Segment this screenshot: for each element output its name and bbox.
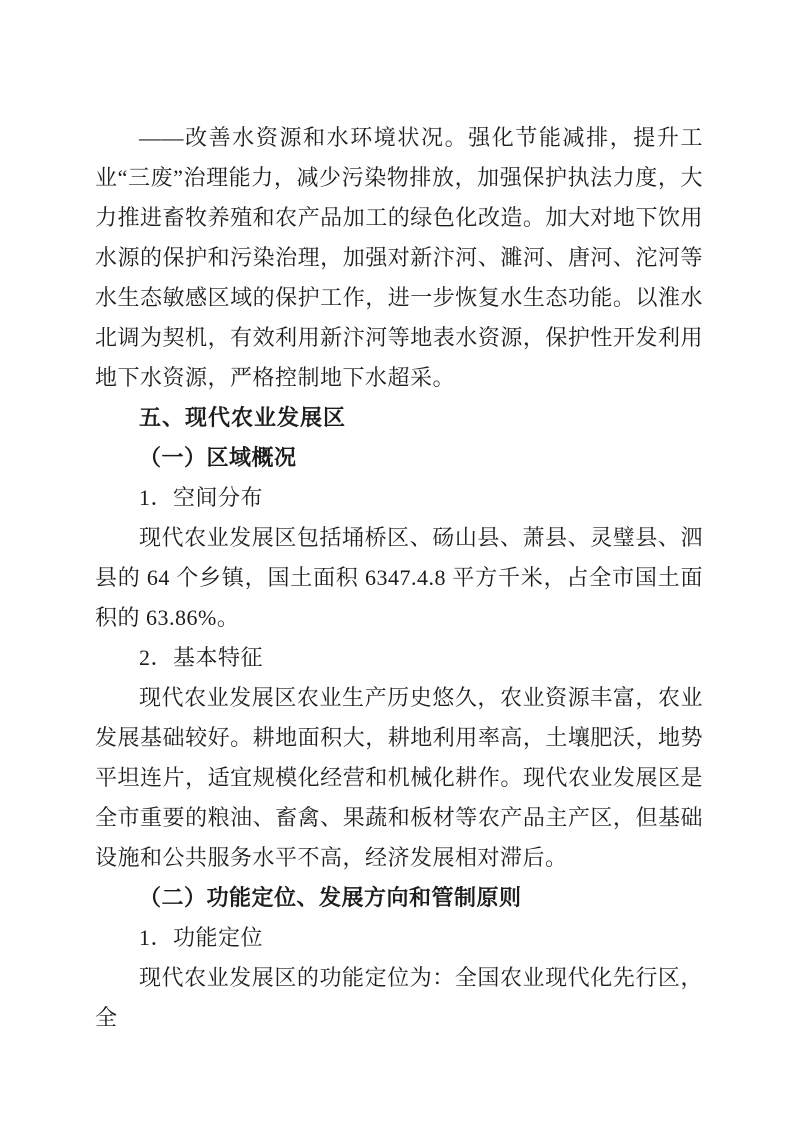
document-text-block bbox=[95, 118, 703, 1038]
heading-sub-one-region-overview: （一）区域概况 bbox=[139, 445, 297, 470]
paragraph-spatial-distribution: 现代农业发展区包括埇桥区、砀山县、萧县、灵璧县、泗县的 64 个乡镇，国土面积 6347.4.8 平方千米，占全市国土面积的 63.86%。 bbox=[95, 525, 703, 630]
heading-section-five-modern-agriculture-zone: 五、现代农业发展区 bbox=[139, 405, 347, 430]
heading-sub-two-function-direction-principles: （二）功能定位、发展方向和管制原则 bbox=[139, 885, 522, 910]
paragraph-water-environment: ——改善水资源和水环境状况。强化节能减排，提升工业“三废”治理能力，减少污染物排放，加强保护执法力度，大力推进畜牧养殖和农产品加工的绿色化改造。加大对地下饮用水源的保护和污染治理，加强对新汴河、濉河、唐河、沱河等水生态敏感区域的保护工作，进一步恢复水生态功能。以淮水北调为契机，有效利用新汴河等地表水资源，保护性开发利用地下水资源，严格控制地下水超采。 bbox=[95, 125, 703, 390]
paragraph-basic-characteristics: 现代农业发展区农业生产历史悠久，农业资源丰富，农业发展基础较好。耕地面积大，耕地利用率高，土壤肥沃，地势平坦连片，适宜规模化经营和机械化耕作。现代农业发展区是全市重要的粮油、畜禽、果蔬和板材等农产品主产区，但基础设施和公共服务水平不高，经济发展相对滞后。 bbox=[95, 685, 703, 870]
paragraph-function-position: 现代农业发展区的功能定位为：全国农业现代化先行区，全 bbox=[95, 965, 703, 1030]
heading-item-function-position: 1．功能定位 bbox=[139, 925, 264, 950]
heading-item-basic-characteristics: 2．基本特征 bbox=[139, 645, 264, 670]
heading-item-spatial-distribution: 1．空间分布 bbox=[139, 485, 264, 510]
